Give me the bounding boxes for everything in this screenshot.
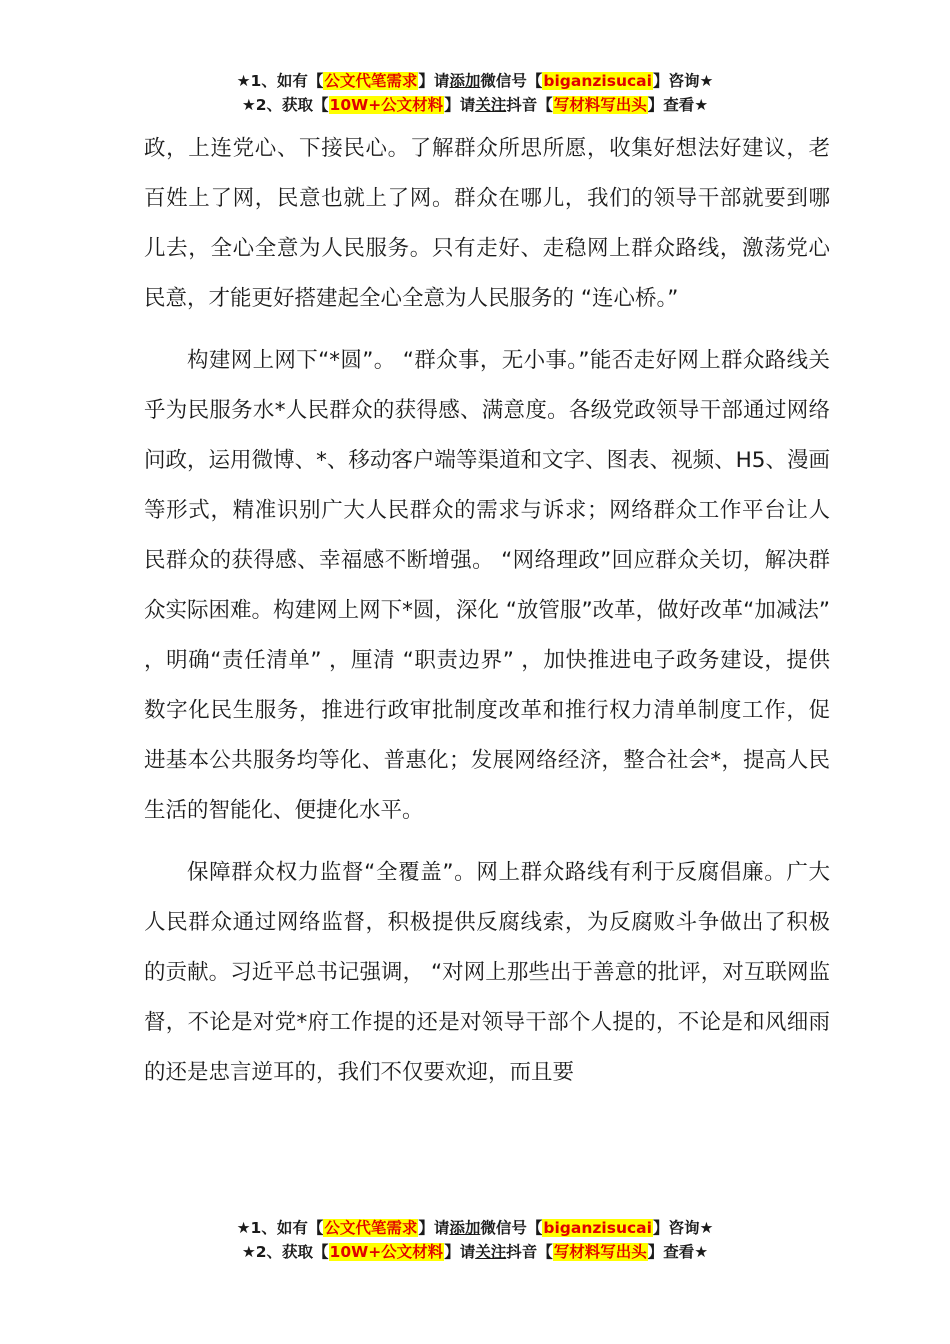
banner-text: ★1、如有【 xyxy=(236,1219,324,1237)
banner-text: 】查看★ xyxy=(647,1243,709,1261)
banner-highlight: 写材料写出头 xyxy=(553,1243,647,1261)
banner-highlight: 10W+公文材料 xyxy=(329,1243,444,1261)
banner-text: ★1、如有【 xyxy=(236,72,324,90)
banner-line-2 xyxy=(0,93,950,117)
banner-text: 】查看★ xyxy=(647,96,709,114)
banner-line-1 xyxy=(0,1216,950,1240)
banner-text: 】请 xyxy=(418,1219,450,1237)
banner-text: 】咨询★ xyxy=(652,72,714,90)
banner-highlight: 10W+公文材料 xyxy=(329,96,444,114)
banner-highlight: 公文代笔需求 xyxy=(324,72,418,90)
footer-banner xyxy=(0,1216,950,1264)
banner-text: 】请 xyxy=(444,96,476,114)
banner-text: 】请 xyxy=(444,1243,476,1261)
banner-line-2 xyxy=(0,1240,950,1264)
paragraph: 保障群众权力监督“全覆盖”。网上群众路线有利于反腐倡廉。广大人民群众通过网络监督，积极提供反腐线索，为反腐败斗争做出了积极的贡献。习近平总书记强调， “对网上那些出于善意的批评，对互联网监督，不论是对党*府工作提的还是对领导干部个人提的，不论是和风细雨的还是忠言逆耳的，我们不仅要欢迎，而且要 xyxy=(144,860,830,1085)
banner-text: 微信号【 xyxy=(480,1219,543,1237)
banner-text: 抖音【 xyxy=(506,1243,553,1261)
banner-highlight: 写材料写出头 xyxy=(553,96,647,114)
banner-emphasis: 关注 xyxy=(475,96,507,114)
banner-highlight: 公文代笔需求 xyxy=(324,1219,418,1237)
banner-emphasis: 关注 xyxy=(475,1243,507,1261)
banner-text: ★2、获取【 xyxy=(241,96,329,114)
banner-emphasis: 添加 xyxy=(449,1219,481,1237)
paragraph: 构建网上网下“*圆”。 “群众事，无小事。”能否走好网上群众路线关乎为民服务水*人民群众的获得感、满意度。各级党政领导干部通过网络问政，运用微博、*、移动客户端等渠道和文字、图表、视频、H5、漫画等形式，精准识别广大人民群众的需求与诉求；网络群众工作平台让人民群众的获得感、幸福感不断增强。 “网络理政”回应群众关切，解决群众实际困难。构建网上网下*圆，深化 “放管服”改革，做好改革“加减法” ，明确“责任清单” ，厘清 “职责边界” ，加快推进电子政务建设，提供数字化民生服务，推进行政审批制度改革和推行权力清单制度工作，促进基本公共服务均等化、普惠化；发展网络经济，整合社会*，提高人民生活的智能化、便捷化水平。 xyxy=(144,348,830,823)
header-banner xyxy=(0,69,950,117)
banner-text: 抖音【 xyxy=(506,96,553,114)
banner-text: 】咨询★ xyxy=(652,1219,714,1237)
banner-highlight: biganzisucai xyxy=(543,1219,652,1237)
banner-text: 微信号【 xyxy=(480,72,543,90)
banner-emphasis: 添加 xyxy=(449,72,481,90)
paragraph: 政，上连党心、下接民心。了解群众所思所愿，收集好想法好建议，老百姓上了网，民意也就上了网。群众在哪儿，我们的领导干部就要到哪儿去，全心全意为人民服务。只有走好、走稳网上群众路线，激荡党心民意，才能更好搭建起全心全意为人民服务的 “连心桥。” xyxy=(144,136,830,311)
banner-line-1 xyxy=(0,69,950,93)
document-body xyxy=(144,124,830,1098)
banner-text: 】请 xyxy=(418,72,450,90)
banner-text: ★2、获取【 xyxy=(241,1243,329,1261)
banner-highlight: biganzisucai xyxy=(543,72,652,90)
